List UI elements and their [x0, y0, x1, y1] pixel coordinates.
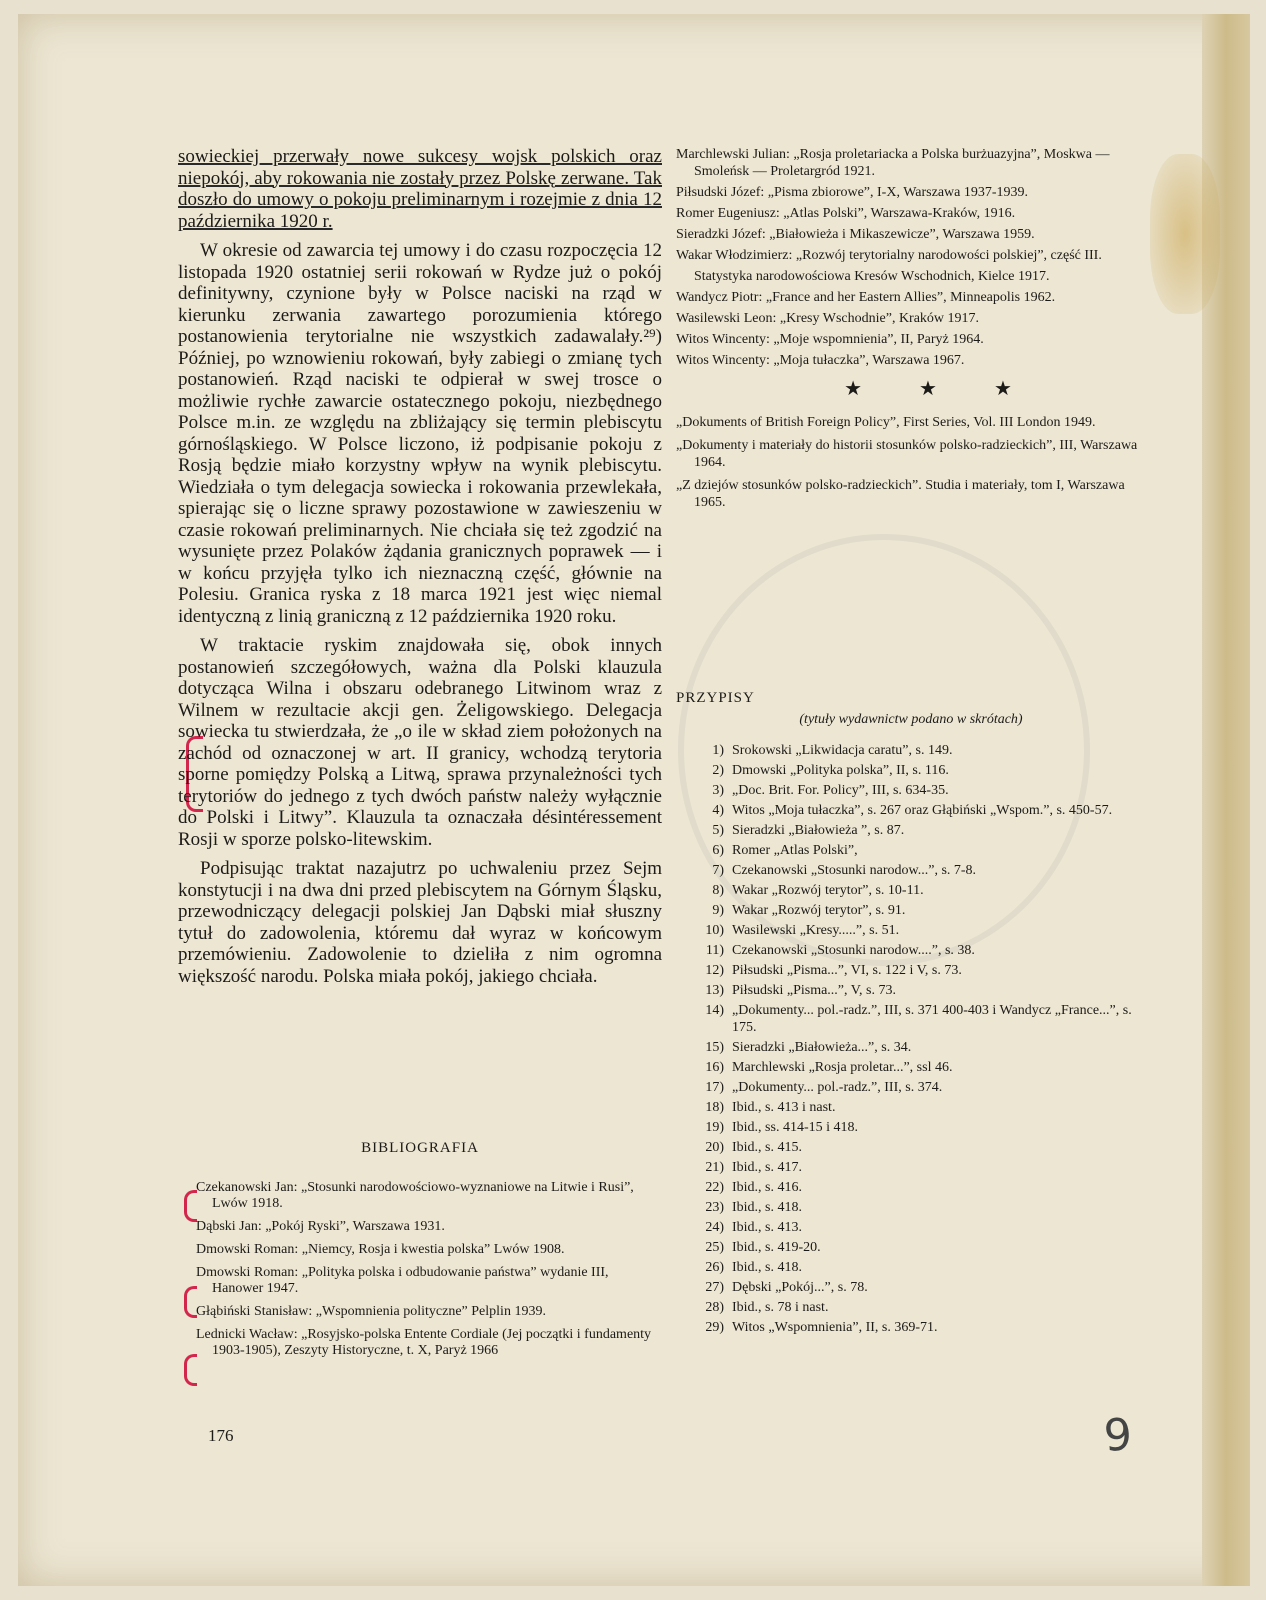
document-source-item: „Z dziejów stosunków polsko-radzieckich”. Studia i materiały, tom I, Warszawa 1965.: [676, 478, 1125, 510]
footnote-text: Czekanowski „Stosunki narodow...”, s. 7-8.: [732, 863, 977, 878]
footnote-item: [676, 1179, 1146, 1196]
footnote-text: Ibid., s. 78 i nast.: [732, 1300, 829, 1315]
footnote-item: [676, 1239, 1146, 1256]
footnote-item: [676, 902, 1146, 919]
footnote-text: Ibid., s. 417.: [732, 1160, 802, 1175]
footnote-item: [676, 842, 1146, 859]
footnote-text: Ibid., s. 415.: [732, 1140, 802, 1155]
footnote-number: 28): [705, 1300, 724, 1315]
footnote-item: [676, 822, 1146, 839]
footnote-item: [676, 1099, 1146, 1116]
footnote-number: 9): [712, 903, 724, 918]
footnote-item: [676, 1219, 1146, 1236]
footnote-number: 12): [705, 963, 724, 978]
footnote-text: Wasilewski „Kresy.....”, s. 51.: [732, 923, 900, 938]
bibliography-item: Wandycz Piotr: „France and her Eastern Allies”, Minneapolis 1962.: [676, 290, 1056, 305]
bibliography-item: Wasilewski Leon: „Kresy Wschodnie”, Kraków 1917.: [676, 311, 980, 326]
footnote-text: Ibid., s. 418.: [732, 1200, 802, 1215]
footnote-item: [676, 1119, 1146, 1136]
bibliography-item: Wakar Włodzimierz: „Rozwój terytorialny narodowości polskiej”, część III.: [676, 248, 1102, 263]
bibliography-item: Statystyka narodowościowa Kresów Wschodnich, Kielce 1917.: [694, 269, 1050, 284]
footnote-number: 24): [705, 1220, 724, 1235]
footnote-text: Ibid., ss. 414-15 i 418.: [732, 1120, 858, 1135]
footnote-number: 8): [712, 883, 724, 898]
footnote-item: [676, 1319, 1146, 1336]
footnote-number: 20): [705, 1140, 724, 1155]
bibliography-item: Piłsudski Józef: „Pisma zbiorowe”, I-X, Warszawa 1937-1939.: [676, 185, 1029, 200]
footnote-item: [676, 1159, 1146, 1176]
footnote-item: [676, 922, 1146, 939]
footnote-item: [676, 1059, 1146, 1076]
handwritten-number: 9: [1102, 1409, 1134, 1462]
paper-stain: [1150, 154, 1220, 314]
footnote-number: 26): [705, 1260, 724, 1275]
body-paragraph: W traktacie ryskim znajdowała się, obok innych postanowień szczegółowych, ważna dla Polski klauzula dotycząca Wilna i obszaru odebranego Litwinom wraz z Wilnem w rezultacie akcji gen. Żeligowskiego. Delegacja sowiecka tu stwierdzała, że „o ile w skład ziem położonych na zachód od oznaczonej w art. II granicy, wchodzą terytoria sporne pomiędzy Polską a Litwą, sprawa przynależności tych terytoriów do jednego z tych dwóch państw należy wyłącznie do Polski i Litwy”. Klauzula ta oznaczała désintéressement Rosji w sporze polsko-litewskim.: [178, 635, 662, 850]
footnote-item: [676, 1079, 1146, 1096]
footnote-text: „Dokumenty... pol.-radz.”, III, s. 374.: [732, 1080, 943, 1095]
bibliography-item: Sieradzki Józef: „Białowieża i Mikaszewicze”, Warszawa 1959.: [676, 227, 1035, 242]
footnote-item: [676, 982, 1146, 999]
footnote-text: „Dokumenty... pol.-radz.”, III, s. 371 400-403 i Wandycz „France...”, s. 175.: [732, 1003, 1132, 1035]
footnotes-heading: PRZYPISY: [676, 690, 755, 706]
footnote-number: 4): [712, 803, 724, 818]
footnote-item: [676, 1002, 1146, 1036]
footnote-item: [676, 862, 1146, 879]
footnote-text: Ibid., s. 418.: [732, 1260, 802, 1275]
footnote-number: 27): [705, 1280, 724, 1295]
footnote-number: 15): [705, 1040, 724, 1055]
footnote-number: 19): [705, 1120, 724, 1135]
footnote-text: Sieradzki „Białowieża ”, s. 87.: [732, 823, 905, 838]
footnote-text: Piłsudski „Pisma...”, V, s. 73.: [732, 983, 897, 998]
footnote-number: 10): [705, 923, 724, 938]
document-source-item: „Dokuments of British Foreign Policy”, First Series, Vol. III London 1949.: [676, 415, 1096, 430]
footnotes-list: [676, 742, 1146, 1336]
footnote-number: 3): [712, 783, 724, 798]
footnote-number: 18): [705, 1100, 724, 1115]
footnote-number: 13): [705, 983, 724, 998]
footnote-item: [676, 762, 1146, 779]
bibliography-list: [196, 1180, 662, 1366]
footnote-text: Ibid., s. 419-20.: [732, 1240, 821, 1255]
footnote-text: Dmowski „Polityka polska”, II, s. 116.: [732, 763, 949, 778]
footnote-item: [676, 1199, 1146, 1216]
footnote-number: 21): [705, 1160, 724, 1175]
footnote-item: [676, 882, 1146, 899]
footnotes-subtitle: (tytuły wydawnictw podano w skrótach): [799, 712, 1023, 727]
bibliography-item: Dmowski Roman: „Polityka polska i odbudowanie państwa” wydanie III, Hanower 1947.: [196, 1265, 609, 1296]
footnote-text: Marchlewski „Rosja proletar...”, ssl 46.: [732, 1060, 953, 1075]
footnote-text: Wakar „Rozwój terytor”, s. 10-11.: [732, 883, 924, 898]
footnote-item: [676, 1299, 1146, 1316]
footnote-item: [676, 962, 1146, 979]
right-bibliography-column: [676, 146, 1146, 517]
footnote-item: [676, 742, 1146, 759]
footnote-number: 17): [705, 1080, 724, 1095]
footnote-text: Ibid., s. 413.: [732, 1220, 802, 1235]
footnote-text: Ibid., s. 413 i nast.: [732, 1100, 836, 1115]
bibliography-item: Marchlewski Julian: „Rosja proletariacka a Polska burżuazyjna”, Moskwa — Smoleńsk — Proletargród 1921.: [676, 147, 1110, 179]
footnote-number: 6): [712, 843, 724, 858]
footnote-item: [676, 1039, 1146, 1056]
footnote-item: [676, 1259, 1146, 1276]
footnote-item: [676, 1139, 1146, 1156]
bibliography-item: Głąbiński Stanisław: „Wspomnienia polityczne” Pelplin 1939.: [196, 1304, 546, 1319]
footnote-text: Witos „Moja tułaczka”, s. 267 oraz Głąbiński „Wspom.”, s. 450-57.: [732, 803, 1113, 818]
footnote-number: 23): [705, 1200, 724, 1215]
body-paragraph: W okresie od zawarcia tej umowy i do czasu rozpoczęcia 12 listopada 1920 ostatniej serii rokowań w Rydze już o pokój definitywny, czynione były w Polsce naciski na rząd w kierunku zerwania zawartego porozumienia którego postanowienia terytorialne nie wszystkich zadawalały.²⁹) Później, po wznowieniu rokowań, były zabiegi o zmianę tych postanowień. Rząd naciski te odpierał w swej trosce o możliwie rychłe zawarcie ostatecznego pokoju, niezbędnego Polsce m.in. ze względu na zbliżający się termin plebiscytu górnośląskiego. W Polsce liczono, iż podpisanie pokoju z Rosją będzie miało korzystny wpływ na wynik plebiscytu. Wiedziała o tym delegacja sowiecka i rokowania przewlekała, spierając się o liczne sprawy pozostawione w zawieszeniu w czasie rokowań preliminarnych. Nie chciała się też zgodzić na wysunięte przez Polaków żądania granicznych poprawek — i w końcu przyjęła tylko ich nieznaczną część, głównie na Polesiu. Granica ryska z 18 marca 1921 jest więc niemal identyczną z linią graniczną z 12 października 1920 roku.: [178, 240, 662, 627]
footnote-number: 16): [705, 1060, 724, 1075]
main-text-column: [178, 146, 662, 995]
bibliography-heading: BIBLIOGRAFIA: [361, 1140, 479, 1156]
body-paragraph: Podpisując traktat nazajutrz po uchwaleniu przez Sejm konstytucji i na dwa dni przed plebiscytem na Górnym Śląsku, przewodniczący delegacji polskiej Jan Dąbski miał słuszny tytuł do zadowolenia, któremu dał wyraz w końcowym przemówieniu. Zadowolenie to dzieliła z nim ogromna większość narodu. Polska miała pokój, jakiego chciała.: [178, 858, 662, 987]
footnote-item: [676, 802, 1146, 819]
footnote-number: 11): [705, 943, 724, 958]
footnote-text: Romer „Atlas Polski”,: [732, 843, 858, 858]
page-number: 176: [208, 1426, 234, 1445]
footnote-number: 22): [705, 1180, 724, 1195]
bibliography-item: Lednicki Wacław: „Rosyjsko-polska Entente Cordiale (Jej początki i fundamenty 1903-1905), Zeszyty Historyczne, t. X, Paryż 1966: [196, 1327, 652, 1358]
footnote-text: Dębski „Pokój...”, s. 78.: [732, 1280, 868, 1295]
footnote-text: Piłsudski „Pisma...”, VI, s. 122 i V, s. 73.: [732, 963, 962, 978]
footnote-item: [676, 782, 1146, 799]
bibliography-item: Romer Eugeniusz: „Atlas Polski”, Warszawa-Kraków, 1916.: [676, 206, 1016, 221]
bibliography-item: Witos Wincenty: „Moja tułaczka”, Warszawa 1967.: [676, 353, 965, 368]
footnote-item: [676, 942, 1146, 959]
footnote-text: Ibid., s. 416.: [732, 1180, 802, 1195]
footnote-text: Sieradzki „Białowieża...”, s. 34.: [732, 1040, 912, 1055]
footnote-text: „Doc. Brit. For. Policy”, III, s. 634-35.: [732, 783, 949, 798]
document-source-item: „Dokumenty i materiały do historii stosunków polsko-radzieckich”, III, Warszawa 1964.: [676, 438, 1138, 470]
body-paragraph: sowieckiej przerwały nowe sukcesy wojsk polskich oraz niepokój, aby rokowania nie zostały przez Polskę zerwane. Tak doszło do umowy o pokoju preliminarnym i rozejmie z dnia 12 października 1920 r.: [178, 146, 662, 232]
footnote-number: 7): [712, 863, 724, 878]
footnote-text: Czekanowski „Stosunki narodow....”, s. 38.: [732, 943, 975, 958]
footnote-number: 1): [712, 743, 724, 758]
footnote-text: Witos „Wspomnienia”, II, s. 369-71.: [732, 1320, 938, 1335]
footnote-number: 5): [712, 823, 724, 838]
bibliography-item: Dąbski Jan: „Pokój Ryski”, Warszawa 1931.: [196, 1219, 445, 1234]
footnote-number: 29): [705, 1320, 724, 1335]
footnote-text: Wakar „Rozwój terytor”, s. 91.: [732, 903, 906, 918]
bibliography-item: Witos Wincenty: „Moje wspomnienia”, II, Paryż 1964.: [676, 332, 984, 347]
footnote-text: Srokowski „Likwidacja caratu”, s. 149.: [732, 743, 953, 758]
footnote-number: 2): [712, 763, 724, 778]
footnote-number: 14): [705, 1003, 724, 1018]
footnote-number: 25): [705, 1240, 724, 1255]
bibliography-item: Czekanowski Jan: „Stosunki narodowościowo-wyznaniowe na Litwie i Rusi”, Lwów 1918.: [196, 1180, 634, 1211]
footnote-item: [676, 1279, 1146, 1296]
bibliography-item: Dmowski Roman: „Niemcy, Rosja i kwestia polska” Lwów 1908.: [196, 1242, 565, 1257]
section-stars-divider: ★ ★ ★: [844, 378, 1038, 400]
footnotes-section: [676, 690, 1146, 1339]
